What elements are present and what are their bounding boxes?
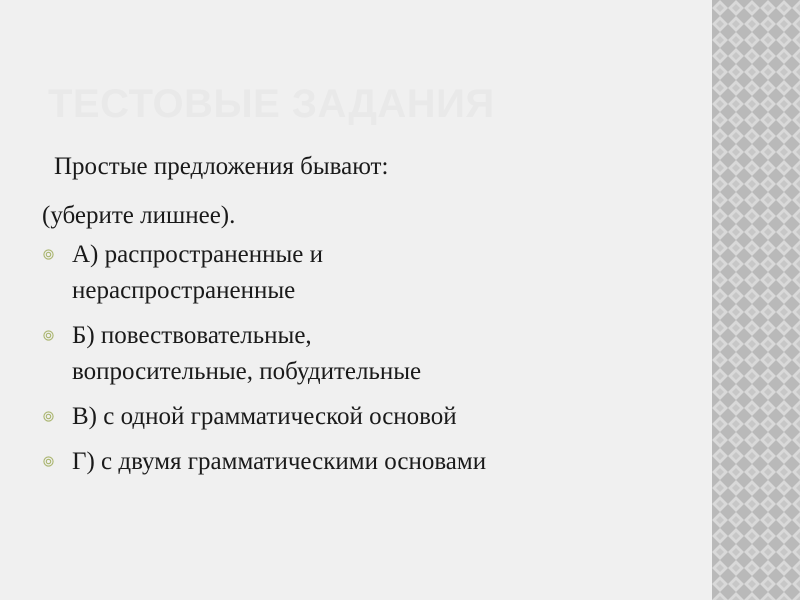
side-pattern-panel [712,0,800,600]
answer-text-line: нераспространенные [72,277,296,304]
double-ring-bullet-icon [43,411,54,422]
slide-content [40,146,700,480]
answer-text-line: вопросительные, побудительные [72,358,422,385]
answer-item [40,318,700,390]
answer-list [40,237,700,480]
answer-text-line: Б) повествовательные, [72,322,312,349]
double-ring-bullet-icon [43,330,54,341]
answer-text-line: А) распространенные и [72,241,324,268]
answer-text-line: Г) с двумя грамматическими основами [72,448,487,475]
answer-item [40,444,700,480]
answer-text-line: В) с одной грамматической основой [72,403,457,430]
diamond-pattern [712,0,800,600]
answer-item [40,399,700,435]
slide-title: ТЕСТОВЫЕ ЗАДАНИЯ [48,82,495,126]
intro-line: (уберите лишнее). [42,202,236,229]
double-ring-bullet-icon [43,456,54,467]
intro-line: Простые предложения бывают: [54,153,389,180]
double-ring-bullet-icon [43,249,54,260]
answer-item [40,237,700,309]
